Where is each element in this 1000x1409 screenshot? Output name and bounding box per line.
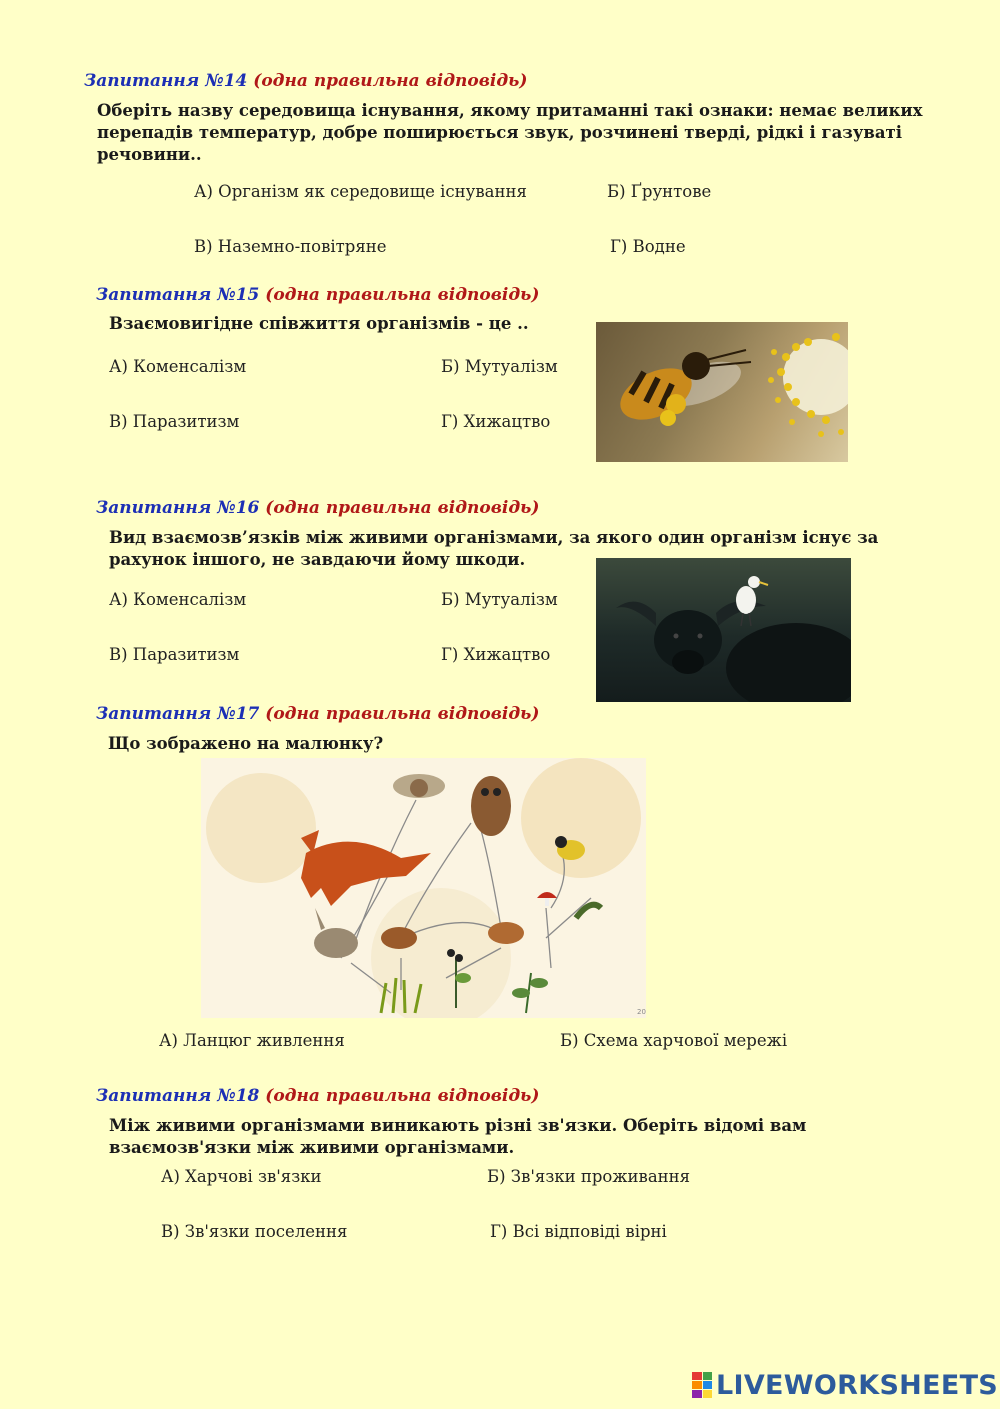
question-number: Запитання №15 (96, 285, 260, 305)
mouse-icon (381, 927, 417, 949)
question-16-header (96, 498, 539, 518)
q15-option-a[interactable]: А) Коменсалізм (109, 357, 247, 376)
q15-option-b[interactable]: Б) Мутуалізм (441, 357, 558, 376)
q16-option-b[interactable]: Б) Мутуалізм (441, 590, 558, 609)
question-number: Запитання №16 (96, 498, 260, 518)
question-number: Запитання №18 (96, 1086, 260, 1106)
question-18-header (96, 1086, 539, 1106)
q15-option-d[interactable]: Г) Хижацтво (441, 412, 551, 431)
buffalo-with-egret-photo (596, 558, 851, 702)
flower-icon (768, 333, 848, 437)
q18-option-c[interactable]: В) Зв'язки поселення (161, 1222, 348, 1241)
q14-option-d[interactable]: Г) Водне (610, 237, 686, 256)
q14-option-c[interactable]: В) Наземно-повітряне (194, 237, 387, 256)
q15-option-c[interactable]: В) Паразитизм (109, 412, 240, 431)
owl-icon (471, 776, 511, 836)
corner-number: 20 (637, 1008, 646, 1016)
hawk-icon (393, 774, 445, 798)
q14-option-a[interactable]: А) Організм як середовище існування (194, 182, 527, 201)
q17-option-a[interactable]: А) Ланцюг живлення (159, 1031, 345, 1050)
q14-option-b[interactable]: Б) Ґрунтове (607, 182, 712, 201)
question-note: (одна правильна відповідь) (265, 285, 540, 305)
liveworksheets-icon (692, 1372, 712, 1398)
question-18-text: Між живими організмами виникають різні зв'язки. Оберіть відомі вам взаємозв'язки між живими організмами. (109, 1116, 807, 1157)
question-17-text: Що зображено на малюнку? (108, 734, 384, 753)
q18-option-d[interactable]: Г) Всі відповіді вірні (490, 1222, 667, 1241)
bee-on-flower-photo (596, 322, 848, 462)
question-16-text: Вид взаємозв’язків між живими організмами, за якого один організм існує за рахунок іншого, не завдаючи йому шкоди. (109, 528, 879, 569)
q16-option-a[interactable]: А) Коменсалізм (109, 590, 247, 609)
question-14-header (84, 71, 527, 91)
liveworksheets-logo (692, 1370, 998, 1400)
q16-option-d[interactable]: Г) Хижацтво (441, 645, 551, 664)
question-15-header (96, 285, 539, 305)
question-14-text: Оберіть назву середовища існування, якому притаманні такі ознаки: немає великих перепадів температур, добре поширюється звук, розчинені тверді, рідкі і газуваті речовини.. (97, 101, 923, 164)
question-number: Запитання №17 (96, 704, 260, 724)
q17-option-b[interactable]: Б) Схема харчової мережі (560, 1031, 788, 1050)
q18-option-b[interactable]: Б) Зв'язки проживання (487, 1167, 691, 1186)
question-note: (одна правильна відповідь) (265, 498, 540, 518)
food-web-illustration (201, 758, 646, 1018)
egret-icon (736, 576, 768, 626)
question-note: (одна правильна відповідь) (253, 71, 528, 91)
question-number: Запитання №14 (84, 71, 248, 91)
question-note: (одна правильна відповідь) (265, 1086, 540, 1106)
question-17-header (96, 704, 539, 724)
bee-icon (612, 350, 751, 430)
question-note: (одна правильна відповідь) (265, 704, 540, 724)
buffalo-icon (616, 601, 851, 702)
brand-text: LIVEWORKSHEETS (716, 1369, 999, 1401)
question-15-text: Взаємовигідне співжиття організмів - це .. (109, 314, 529, 333)
q18-option-a[interactable]: А) Харчові зв'язки (161, 1167, 322, 1186)
mouse-icon-2 (488, 922, 524, 944)
q16-option-c[interactable]: В) Паразитизм (109, 645, 240, 664)
